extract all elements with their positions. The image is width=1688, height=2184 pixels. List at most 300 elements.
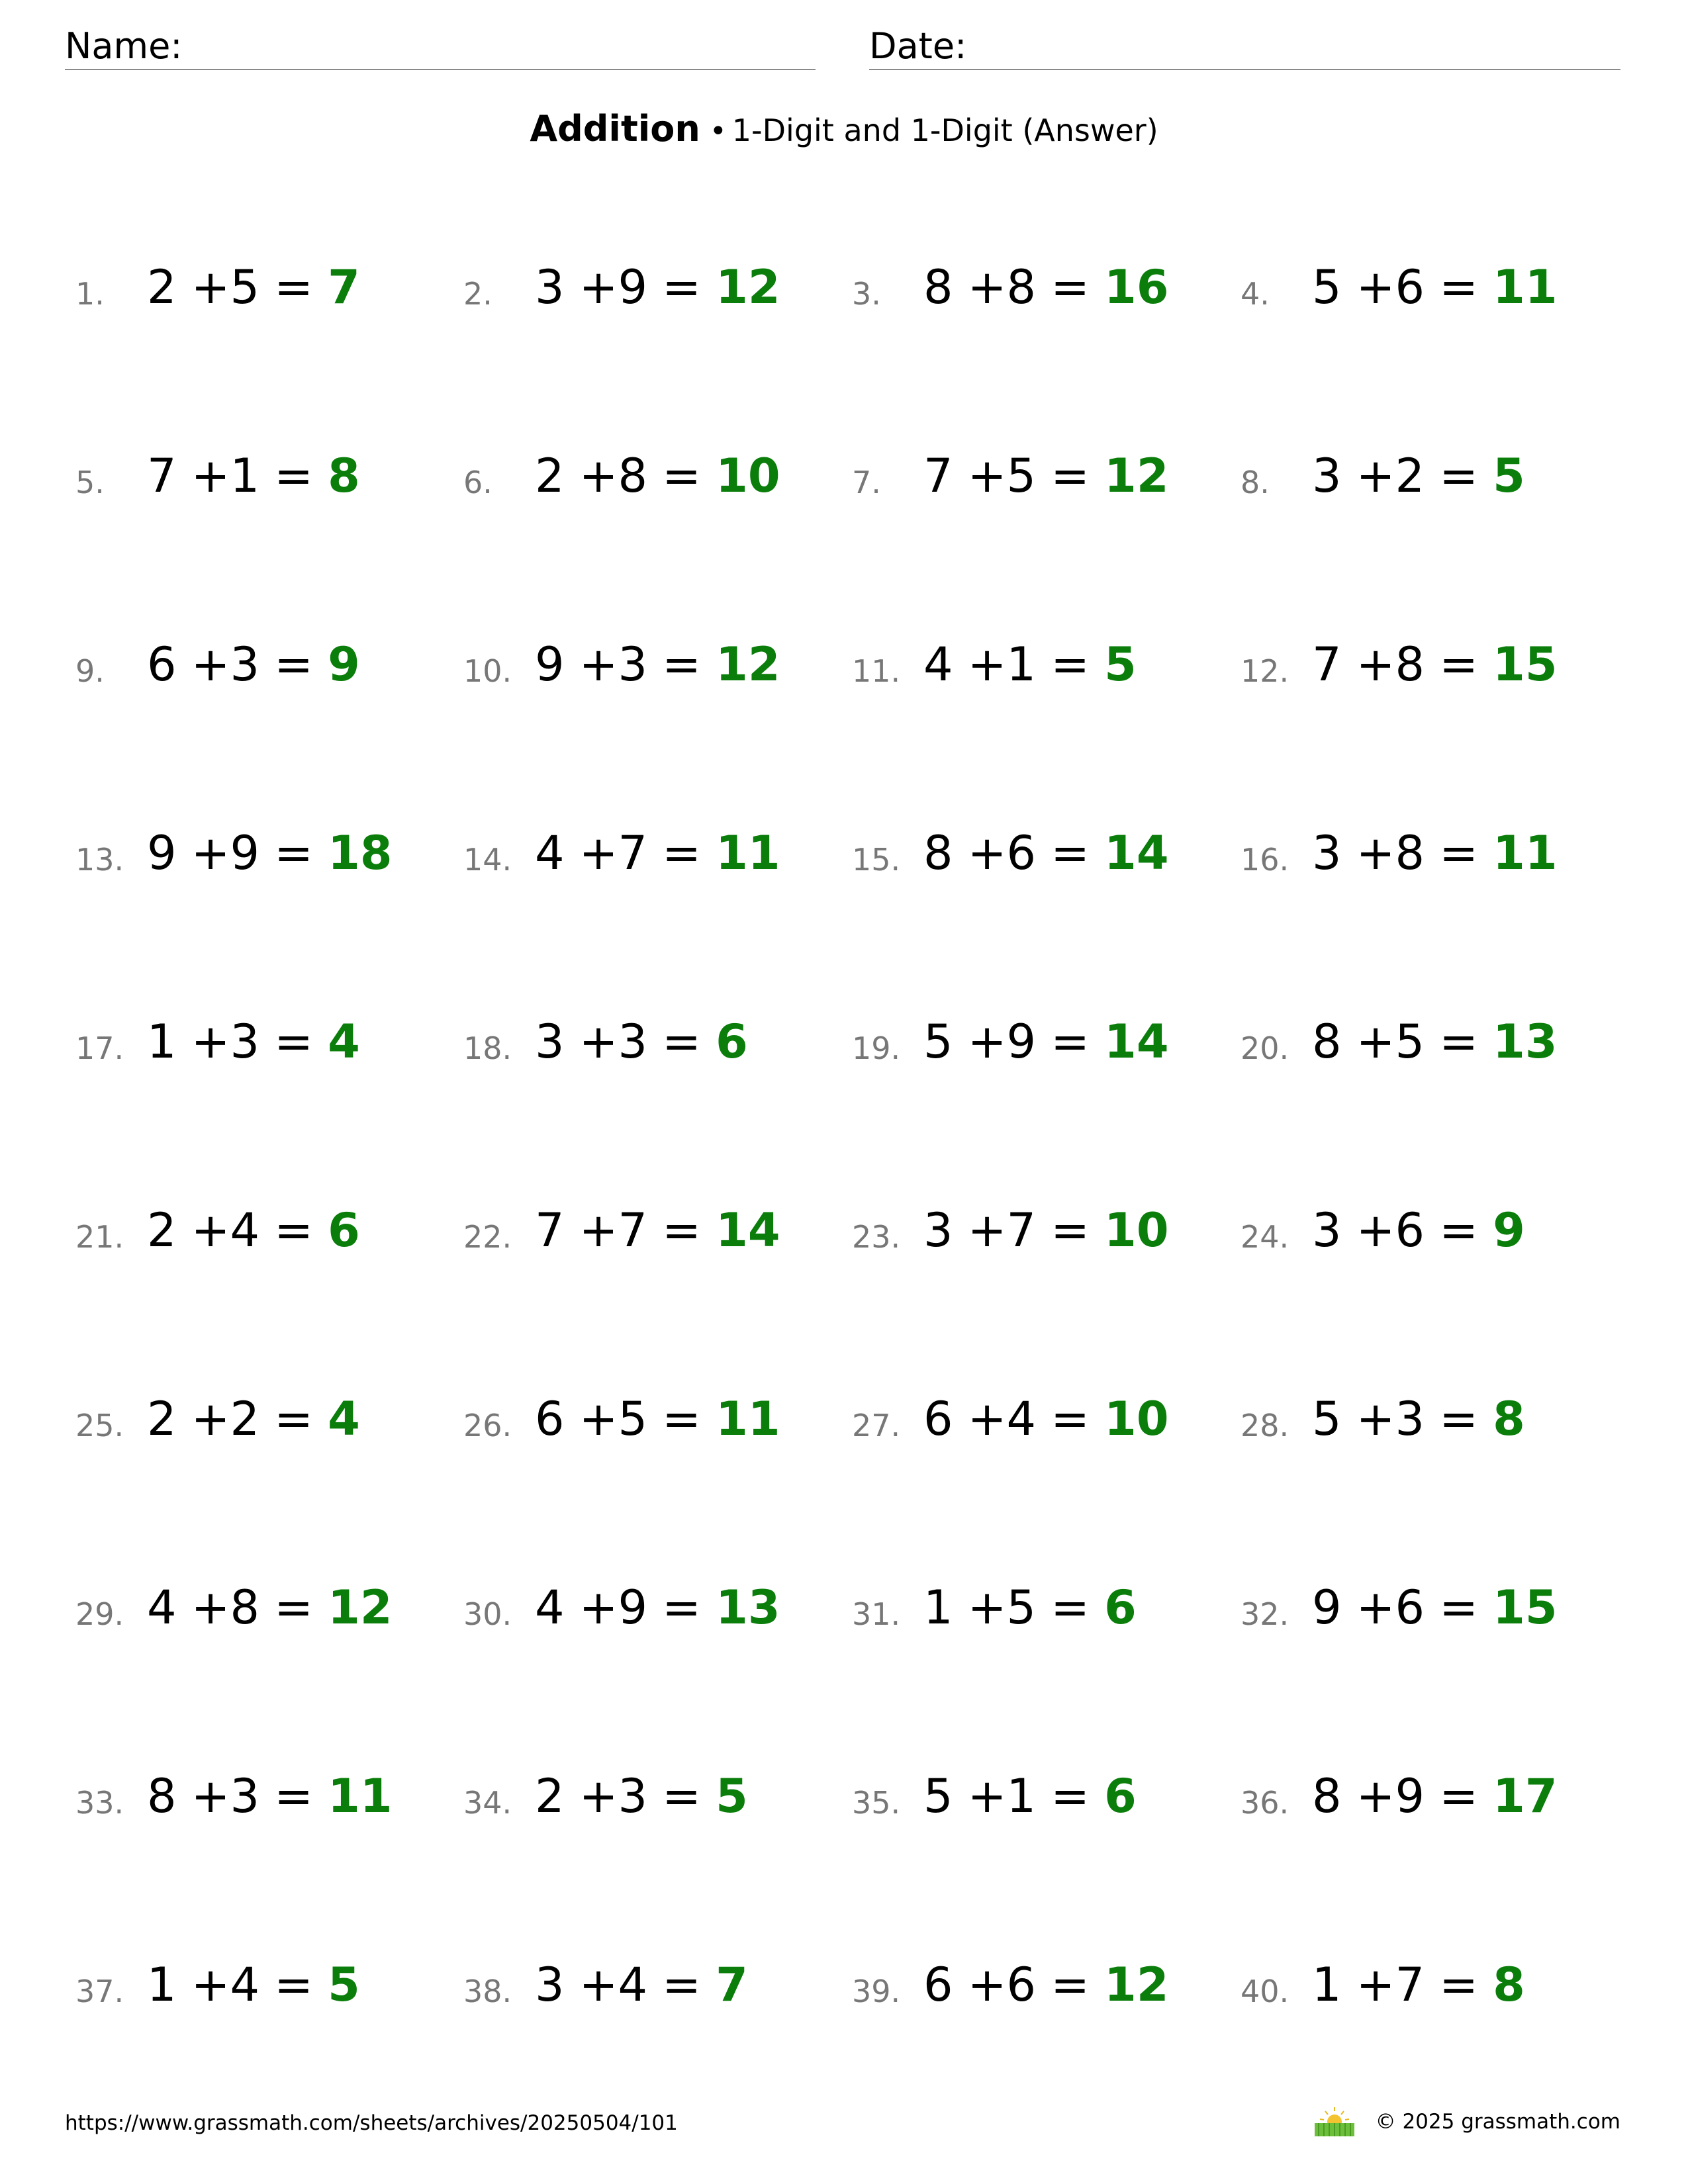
equals-sign: =	[1425, 1015, 1493, 1069]
problem-number: 14.	[463, 842, 512, 878]
problem-number: 31.	[852, 1596, 901, 1632]
problem-equation	[1312, 260, 1558, 314]
addend-b: 3	[230, 637, 259, 692]
equals-sign: =	[1425, 826, 1493, 880]
footer-url: https://www.grassmath.com/sheets/archives/20250504/101	[65, 2111, 678, 2135]
equals-sign: =	[259, 1392, 328, 1446]
problem-equation	[923, 1015, 1169, 1069]
problem-number: 19.	[852, 1030, 901, 1066]
answer: 15	[1493, 637, 1558, 692]
plus-sign: +	[953, 449, 1007, 503]
addend-b: 7	[1006, 1203, 1036, 1257]
addend-b: 8	[1395, 637, 1425, 692]
answer: 17	[1493, 1769, 1558, 1823]
problem-item	[75, 261, 446, 321]
answer: 10	[1104, 1203, 1169, 1257]
addend-a: 4	[923, 637, 953, 692]
problem-number: 32.	[1241, 1596, 1289, 1632]
problem-equation	[147, 1015, 360, 1069]
addend-a: 3	[1312, 1203, 1342, 1257]
grass-sun-logo-icon	[1313, 2106, 1356, 2138]
problem-number: 16.	[1241, 842, 1289, 878]
problem-equation	[1312, 1015, 1558, 1069]
answer: 10	[716, 449, 780, 503]
answer: 5	[1104, 637, 1137, 692]
plus-sign: +	[176, 637, 230, 692]
addend-a: 6	[923, 1958, 953, 2012]
plus-sign: +	[1341, 1203, 1395, 1257]
addend-b: 4	[1006, 1392, 1036, 1446]
addend-a: 5	[923, 1769, 953, 1823]
plus-sign: +	[564, 1958, 618, 2012]
addend-a: 6	[923, 1392, 953, 1446]
plus-sign: +	[564, 1580, 618, 1635]
problem-equation	[535, 449, 780, 503]
plus-sign: +	[176, 826, 230, 880]
answer: 11	[716, 826, 780, 880]
problem-number: 11.	[852, 653, 901, 689]
plus-sign: +	[1341, 637, 1395, 692]
problem-equation	[1312, 1769, 1558, 1823]
problem-item	[75, 1582, 446, 1641]
problem-equation	[147, 1958, 360, 2012]
equals-sign: =	[647, 1015, 716, 1069]
answer: 7	[716, 1958, 748, 2012]
problem-equation	[923, 260, 1169, 314]
plus-sign: +	[564, 1392, 618, 1446]
addend-b: 2	[1395, 449, 1425, 503]
problem-item	[1241, 1770, 1611, 1830]
addend-a: 1	[147, 1958, 177, 2012]
problem-number: 22.	[463, 1219, 512, 1255]
addend-b: 9	[1006, 1015, 1036, 1069]
problem-number: 34.	[463, 1785, 512, 1821]
addend-b: 8	[230, 1580, 259, 1635]
answer: 14	[1104, 1015, 1169, 1069]
problem-number: 3.	[852, 276, 881, 312]
addend-a: 8	[923, 260, 953, 314]
problem-number: 27.	[852, 1408, 901, 1443]
addend-b: 6	[1006, 1958, 1036, 2012]
addend-b: 3	[618, 1769, 647, 1823]
problem-number: 28.	[1241, 1408, 1289, 1443]
answer: 8	[1493, 1392, 1525, 1446]
problem-item	[852, 639, 1223, 698]
equals-sign: =	[259, 1958, 328, 2012]
equals-sign: =	[1425, 1958, 1493, 2012]
answer: 5	[328, 1958, 360, 2012]
problem-item	[1241, 1393, 1611, 1453]
problem-item	[1241, 450, 1611, 510]
equals-sign: =	[647, 1580, 716, 1635]
problem-item	[75, 1393, 446, 1453]
problem-equation	[535, 826, 780, 880]
plus-sign: +	[953, 1580, 1007, 1635]
answer: 11	[1493, 260, 1558, 314]
title-subtitle: 1-Digit and 1-Digit (Answer)	[731, 113, 1158, 148]
problem-item	[1241, 1959, 1611, 2019]
plus-sign: +	[176, 449, 230, 503]
problem-equation	[147, 826, 393, 880]
problem-item	[1241, 1016, 1611, 1075]
problem-equation	[923, 826, 1169, 880]
problem-equation	[535, 1392, 780, 1446]
equals-sign: =	[1036, 1015, 1105, 1069]
addend-a: 3	[923, 1203, 953, 1257]
problem-item	[463, 827, 834, 887]
equals-sign: =	[259, 449, 328, 503]
addend-b: 8	[1006, 260, 1036, 314]
answer: 12	[716, 637, 780, 692]
problem-item	[852, 1582, 1223, 1641]
addend-a: 3	[1312, 826, 1342, 880]
addend-a: 8	[923, 826, 953, 880]
addend-a: 8	[1312, 1769, 1342, 1823]
problem-number: 36.	[1241, 1785, 1289, 1821]
problem-equation	[147, 260, 360, 314]
problem-item	[75, 450, 446, 510]
equals-sign: =	[259, 826, 328, 880]
problem-equation	[535, 637, 780, 692]
answer: 6	[1104, 1769, 1137, 1823]
addend-a: 7	[535, 1203, 565, 1257]
addend-b: 6	[1395, 1580, 1425, 1635]
problem-equation	[1312, 637, 1558, 692]
answer: 4	[328, 1015, 360, 1069]
answer: 6	[328, 1203, 360, 1257]
problem-number: 7.	[852, 465, 881, 500]
problem-equation	[535, 1015, 748, 1069]
problem-equation	[535, 1580, 780, 1635]
problem-item	[463, 639, 834, 698]
problem-number: 25.	[75, 1408, 124, 1443]
answer: 7	[328, 260, 360, 314]
equals-sign: =	[1425, 1769, 1493, 1823]
problem-item	[1241, 1205, 1611, 1264]
addend-b: 3	[1395, 1392, 1425, 1446]
addend-a: 9	[535, 637, 565, 692]
equals-sign: =	[647, 1769, 716, 1823]
answer: 9	[328, 637, 360, 692]
equals-sign: =	[259, 1769, 328, 1823]
problem-equation	[535, 1769, 748, 1823]
problem-number: 30.	[463, 1596, 512, 1632]
problem-equation	[923, 1769, 1137, 1823]
plus-sign: +	[1341, 1015, 1395, 1069]
problem-equation	[147, 637, 360, 692]
addend-a: 5	[1312, 1392, 1342, 1446]
problem-equation	[923, 1392, 1169, 1446]
plus-sign: +	[953, 826, 1007, 880]
addend-a: 2	[535, 1769, 565, 1823]
addend-b: 7	[618, 826, 647, 880]
problem-item	[463, 1582, 834, 1641]
plus-sign: +	[176, 1203, 230, 1257]
problem-equation	[147, 1769, 393, 1823]
addend-b: 5	[1395, 1015, 1425, 1069]
problem-number: 10.	[463, 653, 512, 689]
problem-number: 1.	[75, 276, 105, 312]
plus-sign: +	[1341, 1392, 1395, 1446]
equals-sign: =	[647, 1392, 716, 1446]
addend-a: 4	[535, 826, 565, 880]
answer: 16	[1104, 260, 1169, 314]
equals-sign: =	[1425, 260, 1493, 314]
answer: 11	[328, 1769, 393, 1823]
plus-sign: +	[176, 1769, 230, 1823]
equals-sign: =	[647, 637, 716, 692]
plus-sign: +	[564, 449, 618, 503]
equals-sign: =	[647, 449, 716, 503]
addend-a: 6	[147, 637, 177, 692]
name-label: Name:	[65, 25, 183, 67]
addend-a: 5	[1312, 260, 1342, 314]
addend-a: 3	[1312, 449, 1342, 503]
problem-equation	[147, 1392, 360, 1446]
equals-sign: =	[1425, 1580, 1493, 1635]
addend-a: 7	[923, 449, 953, 503]
problem-item	[75, 827, 446, 887]
equals-sign: =	[259, 1015, 328, 1069]
answer: 12	[716, 260, 780, 314]
addend-a: 6	[535, 1392, 565, 1446]
answer: 12	[1104, 449, 1169, 503]
answer: 14	[1104, 826, 1169, 880]
problem-equation	[535, 1203, 780, 1257]
plus-sign: +	[176, 1015, 230, 1069]
problem-item	[463, 450, 834, 510]
problem-item	[1241, 827, 1611, 887]
equals-sign: =	[259, 1580, 328, 1635]
equals-sign: =	[1425, 449, 1493, 503]
addend-a: 1	[147, 1015, 177, 1069]
addend-a: 4	[535, 1580, 565, 1635]
answer: 11	[716, 1392, 780, 1446]
problem-equation	[923, 449, 1169, 503]
problem-number: 18.	[463, 1030, 512, 1066]
equals-sign: =	[647, 260, 716, 314]
problem-number: 20.	[1241, 1030, 1289, 1066]
problem-number: 38.	[463, 1974, 512, 2009]
equals-sign: =	[1425, 1392, 1493, 1446]
answer: 6	[1104, 1580, 1137, 1635]
addend-b: 3	[230, 1015, 259, 1069]
problem-item	[1241, 261, 1611, 321]
plus-sign: +	[1341, 1769, 1395, 1823]
answer: 18	[328, 826, 393, 880]
addend-b: 6	[1006, 826, 1036, 880]
date-label: Date:	[869, 25, 967, 67]
problem-item	[852, 450, 1223, 510]
answer: 14	[716, 1203, 780, 1257]
addend-a: 2	[147, 1203, 177, 1257]
problem-equation	[147, 449, 360, 503]
answer: 13	[1493, 1015, 1558, 1069]
equals-sign: =	[1036, 1203, 1105, 1257]
problem-item	[1241, 1582, 1611, 1641]
problem-item	[852, 1770, 1223, 1830]
problem-equation	[147, 1203, 360, 1257]
addend-b: 4	[230, 1203, 259, 1257]
addend-b: 6	[1395, 260, 1425, 314]
problem-item	[463, 1393, 834, 1453]
problem-number: 17.	[75, 1030, 124, 1066]
answer: 8	[1493, 1958, 1525, 2012]
problem-item	[852, 1205, 1223, 1264]
plus-sign: +	[953, 260, 1007, 314]
answer: 12	[1104, 1958, 1169, 2012]
problem-equation	[923, 1958, 1169, 2012]
problem-item	[852, 1393, 1223, 1453]
plus-sign: +	[176, 260, 230, 314]
plus-sign: +	[564, 1203, 618, 1257]
problem-number: 23.	[852, 1219, 901, 1255]
plus-sign: +	[953, 1392, 1007, 1446]
problem-item	[75, 1770, 446, 1830]
problem-number: 9.	[75, 653, 105, 689]
problem-number: 5.	[75, 465, 105, 500]
addend-a: 2	[535, 449, 565, 503]
answer: 13	[716, 1580, 780, 1635]
equals-sign: =	[1425, 1203, 1493, 1257]
addend-b: 1	[1006, 637, 1036, 692]
equals-sign: =	[259, 637, 328, 692]
title-main: Addition	[530, 108, 700, 150]
equals-sign: =	[1425, 637, 1493, 692]
problem-number: 8.	[1241, 465, 1270, 500]
problem-item	[852, 827, 1223, 887]
addend-b: 2	[230, 1392, 259, 1446]
addend-a: 5	[923, 1015, 953, 1069]
addend-b: 5	[230, 260, 259, 314]
addend-b: 9	[618, 1580, 647, 1635]
answer: 10	[1104, 1392, 1169, 1446]
answer: 9	[1493, 1203, 1525, 1257]
problem-item	[463, 261, 834, 321]
equals-sign: =	[1036, 1392, 1105, 1446]
plus-sign: +	[953, 637, 1007, 692]
equals-sign: =	[1036, 1769, 1105, 1823]
problem-number: 15.	[852, 842, 901, 878]
problem-equation	[923, 1203, 1169, 1257]
answer: 6	[716, 1015, 748, 1069]
problem-equation	[147, 1580, 393, 1635]
equals-sign: =	[1036, 449, 1105, 503]
plus-sign: +	[176, 1392, 230, 1446]
problem-number: 21.	[75, 1219, 124, 1255]
addend-b: 4	[618, 1958, 647, 2012]
answer: 4	[328, 1392, 360, 1446]
problem-item	[852, 1016, 1223, 1075]
problem-number: 2.	[463, 276, 492, 312]
plus-sign: +	[1341, 1958, 1395, 2012]
addend-a: 9	[147, 826, 177, 880]
problem-number: 39.	[852, 1974, 901, 2009]
problem-equation	[1312, 1580, 1558, 1635]
equals-sign: =	[647, 826, 716, 880]
problem-item	[463, 1959, 834, 2019]
answer: 5	[716, 1769, 748, 1823]
addend-b: 7	[1395, 1958, 1425, 2012]
problem-number: 6.	[463, 465, 492, 500]
addend-a: 3	[535, 260, 565, 314]
problem-number: 24.	[1241, 1219, 1289, 1255]
problem-number: 4.	[1241, 276, 1270, 312]
problem-item	[463, 1205, 834, 1264]
equals-sign: =	[647, 1203, 716, 1257]
plus-sign: +	[1341, 449, 1395, 503]
problem-equation	[535, 260, 780, 314]
addend-a: 8	[147, 1769, 177, 1823]
plus-sign: +	[564, 826, 618, 880]
addend-b: 3	[230, 1769, 259, 1823]
equals-sign: =	[1036, 637, 1105, 692]
problem-equation	[1312, 1392, 1525, 1446]
problem-number: 26.	[463, 1408, 512, 1443]
answer: 12	[328, 1580, 393, 1635]
footer-brand	[1313, 2105, 1620, 2139]
equals-sign: =	[1036, 826, 1105, 880]
problem-item	[852, 1959, 1223, 2019]
plus-sign: +	[564, 1015, 618, 1069]
equals-sign: =	[259, 1203, 328, 1257]
addend-a: 8	[1312, 1015, 1342, 1069]
addend-b: 5	[1006, 449, 1036, 503]
problem-item	[463, 1770, 834, 1830]
problem-equation	[923, 1580, 1137, 1635]
problem-number: 12.	[1241, 653, 1289, 689]
plus-sign: +	[953, 1958, 1007, 2012]
addend-b: 5	[1006, 1580, 1036, 1635]
addend-b: 8	[618, 449, 647, 503]
plus-sign: +	[176, 1958, 230, 2012]
footer-copyright: © 2025 grassmath.com	[1375, 2110, 1620, 2134]
plus-sign: +	[953, 1203, 1007, 1257]
problem-number: 37.	[75, 1974, 124, 2009]
addend-b: 5	[618, 1392, 647, 1446]
problem-equation	[1312, 826, 1558, 880]
addend-a: 3	[535, 1958, 565, 2012]
problem-item	[75, 639, 446, 698]
addend-b: 9	[618, 260, 647, 314]
addend-b: 3	[618, 637, 647, 692]
equals-sign: =	[259, 260, 328, 314]
plus-sign: +	[1341, 826, 1395, 880]
problem-equation	[1312, 1958, 1525, 2012]
addend-a: 2	[147, 1392, 177, 1446]
plus-sign: +	[1341, 260, 1395, 314]
problem-item	[75, 1016, 446, 1075]
problem-item	[75, 1959, 446, 2019]
problem-number: 40.	[1241, 1974, 1289, 2009]
answer: 11	[1493, 826, 1558, 880]
problem-number: 13.	[75, 842, 124, 878]
addend-a: 2	[147, 260, 177, 314]
addend-b: 1	[1006, 1769, 1036, 1823]
title-bullet: •	[709, 114, 727, 148]
equals-sign: =	[1036, 1958, 1105, 2012]
problem-number: 33.	[75, 1785, 124, 1821]
addend-b: 3	[618, 1015, 647, 1069]
addend-b: 8	[1395, 826, 1425, 880]
addend-a: 3	[535, 1015, 565, 1069]
problem-equation	[1312, 1203, 1525, 1257]
addend-a: 4	[147, 1580, 177, 1635]
problem-number: 35.	[852, 1785, 901, 1821]
equals-sign: =	[1036, 1580, 1105, 1635]
addend-a: 9	[1312, 1580, 1342, 1635]
answer: 15	[1493, 1580, 1558, 1635]
